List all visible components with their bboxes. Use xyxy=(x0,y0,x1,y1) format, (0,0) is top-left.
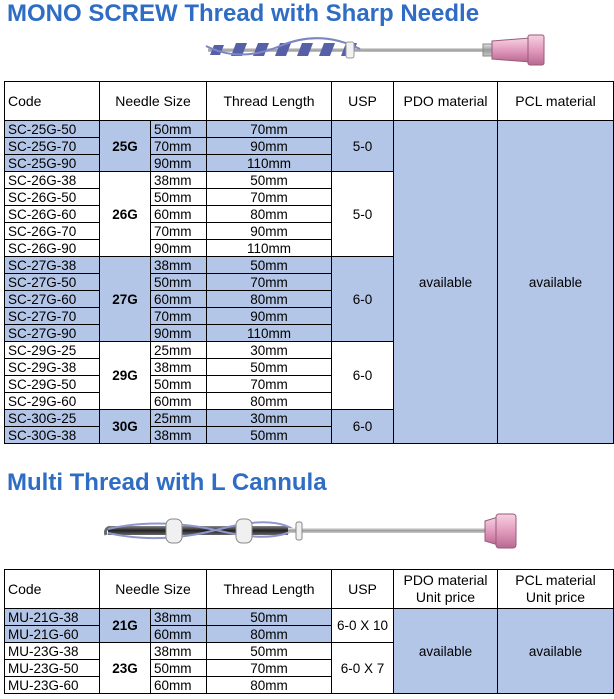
needle-cell: 60mm xyxy=(151,291,207,308)
needle-cell: 50mm xyxy=(151,660,207,677)
thread-cell: 50mm xyxy=(207,609,332,626)
needle-cell: 90mm xyxy=(151,155,207,172)
thread-cell: 70mm xyxy=(207,121,332,138)
pdo-availability: available xyxy=(394,609,498,694)
gauge-cell: 29G xyxy=(100,342,151,410)
usp-cell: 5-0 xyxy=(332,172,394,257)
needle-cell: 50mm xyxy=(151,376,207,393)
usp-cell: 6-0 X 7 xyxy=(332,643,394,694)
thread-cell: 80mm xyxy=(207,677,332,694)
multi-thread-spec-table xyxy=(4,569,614,694)
code-cell: SC-26G-60 xyxy=(5,206,100,223)
needle-cell: 70mm xyxy=(151,223,207,240)
code-cell: MU-23G-50 xyxy=(5,660,100,677)
thread-cell: 70mm xyxy=(207,189,332,206)
pdo-header-line2: Unit price xyxy=(415,589,476,605)
multi-thread-cannula-image xyxy=(100,505,525,563)
gauge-cell: 23G xyxy=(100,643,151,694)
thread-cell: 50mm xyxy=(207,643,332,660)
needle-cell: 50mm xyxy=(151,121,207,138)
col-header-needle-size: Needle Size xyxy=(100,570,207,609)
needle-cell: 70mm xyxy=(151,308,207,325)
col-header-thread-length: Thread Length xyxy=(207,82,332,121)
needle-cell: 38mm xyxy=(151,609,207,626)
col-header-pcl-material: PCL material xyxy=(498,82,614,121)
usp-cell: 6-0 xyxy=(332,342,394,410)
pcl-availability: available xyxy=(498,609,614,694)
needle-cell: 50mm xyxy=(151,274,207,291)
thread-cell: 80mm xyxy=(207,206,332,223)
code-cell: SC-25G-70 xyxy=(5,138,100,155)
pcl-availability: available xyxy=(498,121,614,444)
thread-cell: 110mm xyxy=(207,240,332,257)
section-title-mono-screw: MONO SCREW Thread with Sharp Needle xyxy=(7,0,480,27)
thread-cell: 30mm xyxy=(207,410,332,427)
pcl-header-line2: Unit price xyxy=(525,589,586,605)
code-cell: SC-25G-50 xyxy=(5,121,100,138)
pdo-availability: available xyxy=(394,121,498,444)
needle-cell: 25mm xyxy=(151,410,207,427)
mono-screw-spec-table xyxy=(4,81,614,444)
needle-cell: 90mm xyxy=(151,240,207,257)
gauge-cell: 27G xyxy=(100,257,151,342)
code-cell: SC-27G-70 xyxy=(5,308,100,325)
pcl-header-line1: PCL material xyxy=(515,572,596,588)
needle-cell: 60mm xyxy=(151,206,207,223)
usp-cell: 6-0 X 10 xyxy=(332,609,394,643)
col-header-pcl-unit-price xyxy=(498,570,614,609)
col-header-usp: USP xyxy=(332,82,394,121)
col-header-pdo-unit-price xyxy=(394,570,498,609)
code-cell: SC-26G-90 xyxy=(5,240,100,257)
needle-cell: 38mm xyxy=(151,359,207,376)
thread-cell: 70mm xyxy=(207,376,332,393)
usp-cell: 6-0 xyxy=(332,257,394,342)
col-header-code: Code xyxy=(5,82,100,121)
col-header-needle-size: Needle Size xyxy=(100,82,207,121)
code-cell: SC-25G-90 xyxy=(5,155,100,172)
gauge-cell: 25G xyxy=(100,121,151,172)
code-cell: SC-29G-60 xyxy=(5,393,100,410)
code-cell: SC-29G-50 xyxy=(5,376,100,393)
thread-cell: 110mm xyxy=(207,325,332,342)
thread-cell: 110mm xyxy=(207,155,332,172)
code-cell: SC-26G-50 xyxy=(5,189,100,206)
thread-cell: 50mm xyxy=(207,257,332,274)
code-cell: SC-26G-38 xyxy=(5,172,100,189)
thread-cell: 50mm xyxy=(207,427,332,444)
thread-cell: 50mm xyxy=(207,172,332,189)
pdo-header-line1: PDO material xyxy=(403,572,488,588)
gauge-cell: 26G xyxy=(100,172,151,257)
thread-cell: 80mm xyxy=(207,626,332,643)
thread-cell: 30mm xyxy=(207,342,332,359)
thread-cell: 90mm xyxy=(207,138,332,155)
section-title-multi-thread: Multi Thread with L Cannula xyxy=(7,469,327,496)
col-header-thread-length: Thread Length xyxy=(207,570,332,609)
needle-cell: 70mm xyxy=(151,138,207,155)
col-header-usp: USP xyxy=(332,570,394,609)
thread-cell: 50mm xyxy=(207,359,332,376)
gauge-cell: 30G xyxy=(100,410,151,444)
code-cell: MU-23G-60 xyxy=(5,677,100,694)
code-cell: SC-27G-38 xyxy=(5,257,100,274)
gauge-cell: 21G xyxy=(100,609,151,643)
code-cell: SC-26G-70 xyxy=(5,223,100,240)
table-row xyxy=(5,609,614,626)
needle-cell: 38mm xyxy=(151,172,207,189)
thread-cell: 70mm xyxy=(207,660,332,677)
code-cell: SC-30G-38 xyxy=(5,427,100,444)
code-cell: MU-21G-60 xyxy=(5,626,100,643)
needle-cell: 60mm xyxy=(151,677,207,694)
needle-cell: 90mm xyxy=(151,325,207,342)
thread-cell: 90mm xyxy=(207,308,332,325)
thread-cell: 70mm xyxy=(207,274,332,291)
code-cell: SC-29G-25 xyxy=(5,342,100,359)
usp-cell: 6-0 xyxy=(332,410,394,444)
code-cell: SC-30G-25 xyxy=(5,410,100,427)
col-header-code: Code xyxy=(5,570,100,609)
code-cell: SC-29G-38 xyxy=(5,359,100,376)
needle-cell: 38mm xyxy=(151,257,207,274)
mono-screw-needle-image xyxy=(200,33,560,75)
col-header-pdo-material: PDO material xyxy=(394,82,498,121)
code-cell: MU-23G-38 xyxy=(5,643,100,660)
needle-cell: 38mm xyxy=(151,643,207,660)
table-row xyxy=(5,121,614,138)
code-cell: MU-21G-38 xyxy=(5,609,100,626)
thread-cell: 90mm xyxy=(207,223,332,240)
needle-cell: 60mm xyxy=(151,393,207,410)
needle-cell: 25mm xyxy=(151,342,207,359)
code-cell: SC-27G-90 xyxy=(5,325,100,342)
code-cell: SC-27G-60 xyxy=(5,291,100,308)
needle-cell: 50mm xyxy=(151,189,207,206)
usp-cell: 5-0 xyxy=(332,121,394,172)
thread-cell: 80mm xyxy=(207,291,332,308)
needle-cell: 60mm xyxy=(151,626,207,643)
needle-cell: 38mm xyxy=(151,427,207,444)
code-cell: SC-27G-50 xyxy=(5,274,100,291)
thread-cell: 80mm xyxy=(207,393,332,410)
